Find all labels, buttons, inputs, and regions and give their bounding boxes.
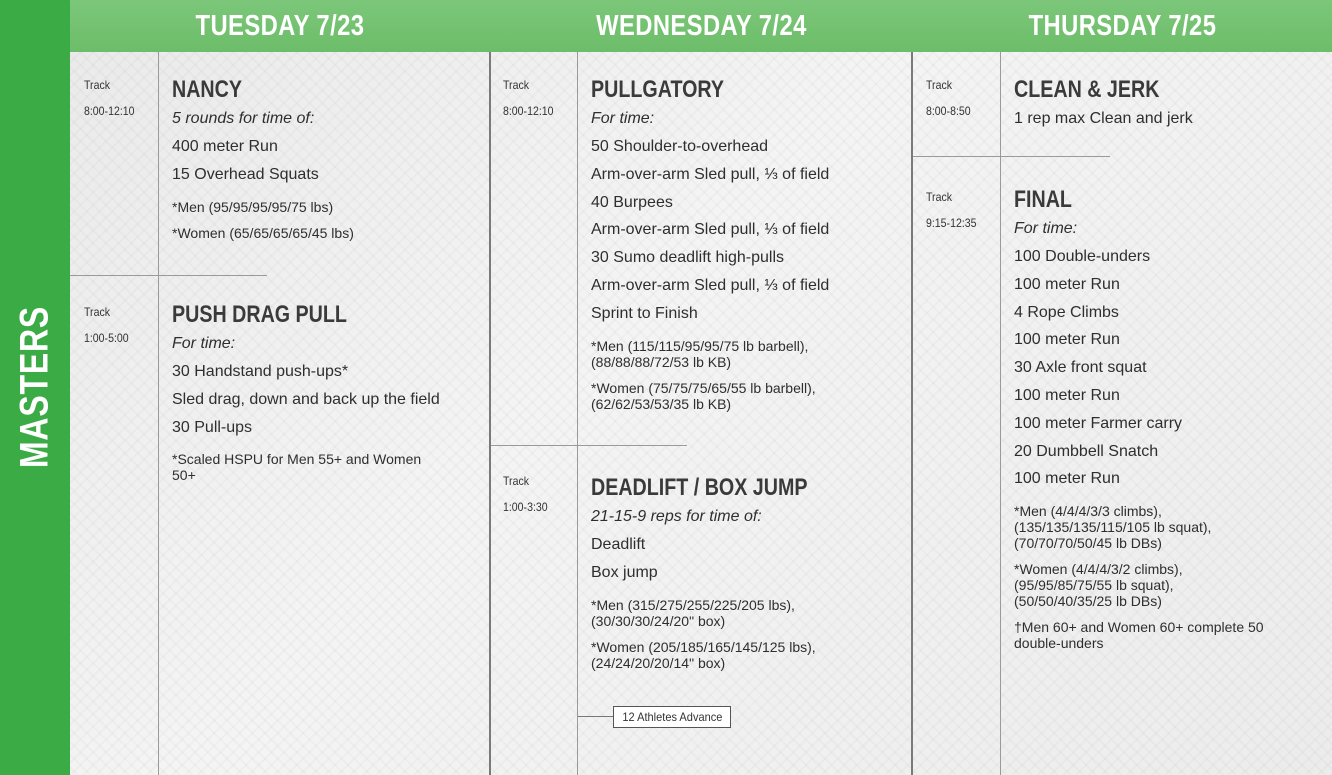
workout-note: *Scaled HSPU for Men 55+ and Women 50+ [172,451,422,484]
workout-item: Arm-over-arm Sled pull, ⅓ of field [591,165,830,183]
workout-title: FINAL [1014,186,1072,213]
workout-subtitle: For time: [1014,220,1078,237]
workout-note: *Women (75/75/75/65/55 lb barbell), (62/62/53/53/35 lb KB) [591,379,816,412]
day-header-thursday: THURSDAY 7/25 [1028,10,1216,42]
day-header-bar [70,0,1332,52]
workout-item: 50 Shoulder-to-overhead [591,138,769,155]
column-divider [1000,52,1001,775]
workout-item: 400 meter Run [172,138,278,155]
workout-item: 100 meter Run [1014,275,1120,293]
workout-title: PUSH DRAG PULL [172,301,347,328]
workout-note: *Men (95/95/95/95/75 lbs) [172,198,334,215]
masters-sidebar [0,0,70,775]
workout-final [1014,185,1324,651]
workout-note: *Men (315/275/255/225/205 lbs), (30/30/30/24/20" box) [591,596,795,629]
athletes-advance-badge: 12 Athletes Advance [613,706,731,728]
column-divider [577,52,578,775]
workout-note: *Men (4/4/4/3/3 climbs), (135/135/135/115/105 lb squat), (70/70/70/50/45 lb DBs) [1014,503,1212,552]
workout-item: Sled drag, down and back up the field [172,390,440,408]
workout-item: 100 meter Run [1014,386,1120,404]
workout-item: 15 Overhead Squats [172,165,319,183]
day-divider [489,52,491,775]
workout-item: Sprint to Finish [591,304,698,322]
workout-title: CLEAN & JERK [1014,76,1160,103]
workout-item: 100 meter Farmer carry [1014,414,1183,432]
workout-clean-and-jerk [1014,75,1324,133]
track-time-label: Track 1:00-3:30 [503,474,548,514]
workout-item: 100 meter Run [1014,470,1120,488]
workout-item: Deadlift [591,536,646,553]
workout-subtitle: For time: [591,110,655,127]
event-separator [913,156,1110,157]
advance-connector [578,716,613,717]
column-divider [158,52,159,775]
workout-pullgatory [591,75,901,412]
day-header-tuesday: TUESDAY 7/23 [195,10,365,42]
workout-item: Arm-over-arm Sled pull, ⅓ of field [591,276,830,294]
workout-item: 30 Handstand push-ups* [172,363,349,380]
workout-note: *Women (4/4/4/3/2 climbs), (95/95/85/75/55 lb squat), (50/50/40/35/25 lb DBs) [1014,561,1183,610]
event-separator [70,275,267,276]
track-time-label: Track 8:00-12:10 [503,78,554,118]
event-separator [491,445,687,446]
workout-item: 30 Axle front squat [1014,359,1147,377]
workout-item: 4 Rope Climbs [1014,303,1119,321]
workout-subtitle: For time: [172,335,236,352]
workout-note: *Men (115/115/95/95/75 lb barbell), (88/88/88/72/53 lb KB) [591,337,809,370]
workout-item: 40 Burpees [591,193,673,211]
workout-item: 100 Double-unders [1014,248,1151,265]
workout-item: 20 Dumbbell Snatch [1014,442,1159,460]
track-time-label: Track 8:00-12:10 [84,78,135,118]
workout-title: PULLGATORY [591,76,725,103]
day-header-wednesday: WEDNESDAY 7/24 [595,10,807,42]
track-time-label: Track 9:15-12:35 [926,190,977,230]
workout-item: Box jump [591,563,658,581]
workout-item: 30 Sumo deadlift high-pulls [591,249,785,267]
workout-item: Arm-over-arm Sled pull, ⅓ of field [591,221,830,239]
workout-note: †Men 60+ and Women 60+ complete 50 double-unders [1014,619,1264,652]
track-time-label: Track 1:00-5:00 [84,305,129,345]
workout-title: NANCY [172,76,242,103]
workout-note: *Women (205/185/165/145/125 lbs), (24/24/20/20/14" box) [591,638,816,671]
workout-deadlift-box-jump [591,473,901,671]
workout-subtitle: 21-15-9 reps for time of: [591,508,762,525]
workout-item: 1 rep max Clean and jerk [1014,110,1193,127]
workout-item: 100 meter Run [1014,331,1120,349]
workout-subtitle: 5 rounds for time of: [172,110,315,127]
division-label: MASTERS [12,305,57,469]
workout-title: DEADLIFT / BOX JUMP [591,474,808,501]
workout-note: *Women (65/65/65/65/45 lbs) [172,224,354,241]
workout-item: 30 Pull-ups [172,418,253,436]
track-time-label: Track 8:00-8:50 [926,78,971,118]
workout-nancy [172,75,482,241]
day-divider [911,52,913,775]
workout-push-drag-pull [172,300,462,483]
